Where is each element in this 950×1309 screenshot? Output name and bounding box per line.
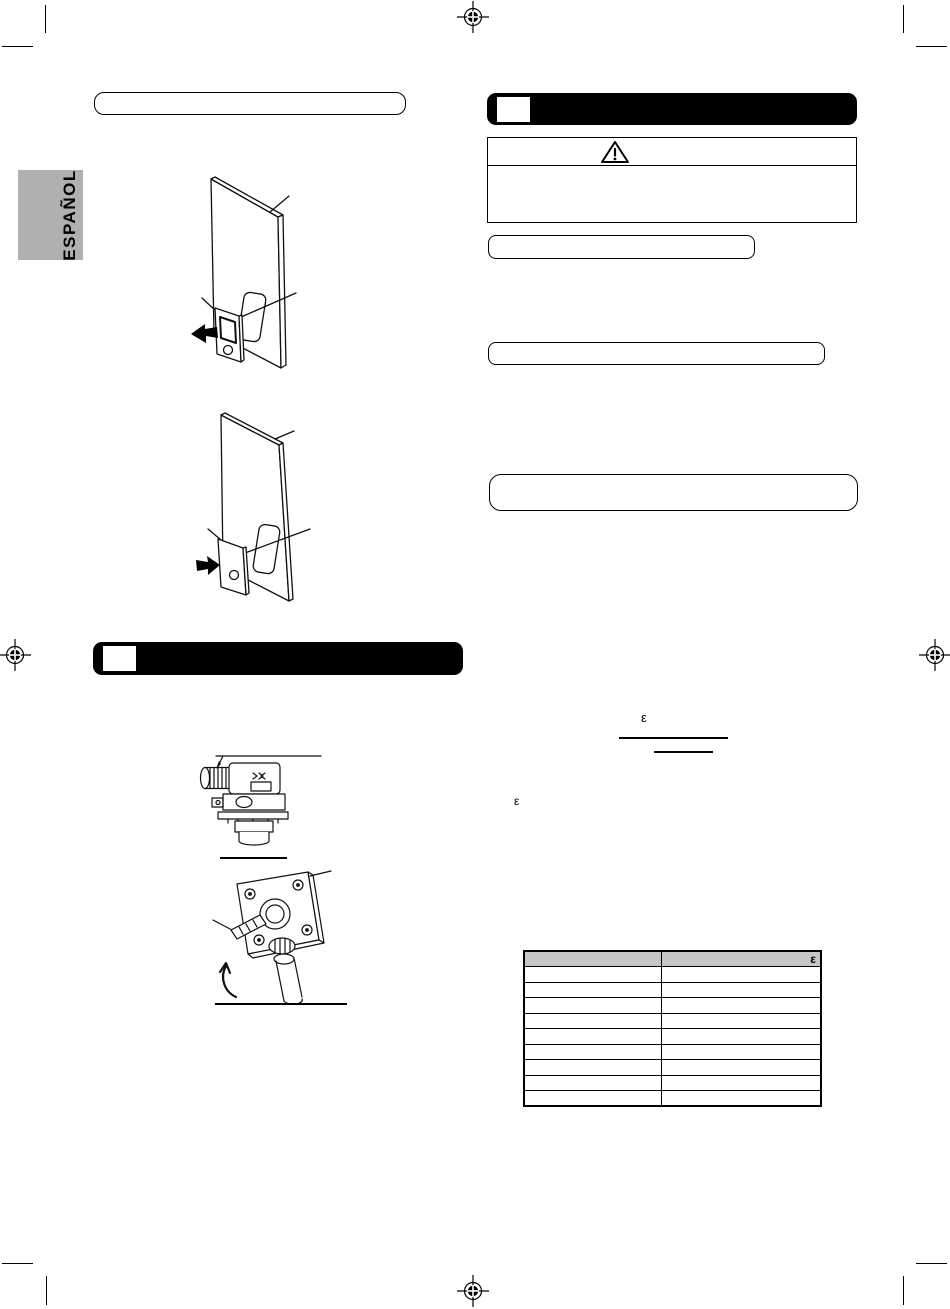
table-row bbox=[524, 982, 821, 998]
table-header-row bbox=[524, 951, 821, 967]
table-cell bbox=[524, 1029, 661, 1045]
table-cell bbox=[661, 1044, 821, 1060]
table-cell bbox=[661, 1091, 821, 1107]
fraction-numerator-symbol: ε bbox=[641, 710, 647, 725]
crop-mark bbox=[916, 46, 947, 47]
registration-mark-icon bbox=[456, 0, 490, 34]
crop-mark bbox=[903, 1276, 904, 1305]
table-header-symbol: ε bbox=[810, 952, 816, 966]
section-header-bar-left bbox=[93, 642, 463, 675]
table-row bbox=[524, 1029, 821, 1045]
language-tab-label: ESPAÑOL bbox=[60, 169, 79, 261]
table-row bbox=[524, 1060, 821, 1076]
table-cell bbox=[661, 1013, 821, 1029]
table-cell bbox=[524, 998, 661, 1014]
fraction-bar bbox=[619, 737, 728, 739]
table-row bbox=[524, 998, 821, 1014]
table-cell bbox=[661, 998, 821, 1014]
table-cell bbox=[524, 1075, 661, 1091]
section-title-box-right-3 bbox=[489, 474, 858, 511]
crop-mark bbox=[2, 46, 33, 47]
registration-mark-icon bbox=[0, 638, 32, 672]
table-row bbox=[524, 1013, 821, 1029]
diagram-valve-lever bbox=[205, 868, 355, 1010]
diagram-valve-device bbox=[183, 742, 348, 862]
crop-mark bbox=[2, 1263, 33, 1264]
table-cell bbox=[661, 1075, 821, 1091]
section-title-box-left bbox=[94, 92, 406, 115]
registration-mark-icon bbox=[456, 1274, 490, 1308]
crop-mark bbox=[46, 1276, 47, 1305]
table-cell bbox=[661, 967, 821, 983]
spec-table-body bbox=[524, 967, 821, 1107]
table-cell bbox=[524, 967, 661, 983]
language-tab-espanol bbox=[18, 170, 83, 260]
caption-underline bbox=[220, 857, 287, 859]
underline bbox=[654, 751, 713, 753]
table-row bbox=[524, 1044, 821, 1060]
diagram-panel-plate-remove bbox=[158, 166, 428, 391]
table-cell bbox=[524, 1044, 661, 1060]
crop-mark bbox=[916, 1263, 947, 1264]
table-row bbox=[524, 967, 821, 983]
table-cell bbox=[524, 982, 661, 998]
diagram-panel-plate-attach bbox=[168, 403, 438, 618]
table-cell bbox=[661, 982, 821, 998]
section-header-bar-right bbox=[487, 93, 857, 125]
warning-box bbox=[487, 137, 857, 223]
table-row bbox=[524, 1075, 821, 1091]
warning-triangle-icon bbox=[600, 140, 630, 164]
spec-table bbox=[523, 950, 822, 1107]
crop-mark bbox=[45, 5, 46, 33]
crop-mark bbox=[903, 5, 904, 33]
table-cell bbox=[524, 1091, 661, 1107]
warning-box-header bbox=[488, 138, 856, 166]
table-header-cell-right bbox=[661, 951, 821, 967]
table-cell bbox=[524, 1013, 661, 1029]
table-cell bbox=[661, 1029, 821, 1045]
step-number-box bbox=[103, 646, 136, 671]
table-header-cell-left bbox=[524, 951, 661, 967]
table-cell bbox=[661, 1060, 821, 1076]
section-title-box-right-2 bbox=[488, 342, 825, 365]
table-row bbox=[524, 1091, 821, 1107]
registration-mark-icon bbox=[918, 638, 950, 672]
section-title-box-right-1 bbox=[488, 235, 755, 259]
inline-symbol: ε bbox=[514, 794, 520, 808]
caption-underline bbox=[215, 1003, 347, 1005]
step-number-box bbox=[497, 97, 530, 122]
table-cell bbox=[524, 1060, 661, 1076]
